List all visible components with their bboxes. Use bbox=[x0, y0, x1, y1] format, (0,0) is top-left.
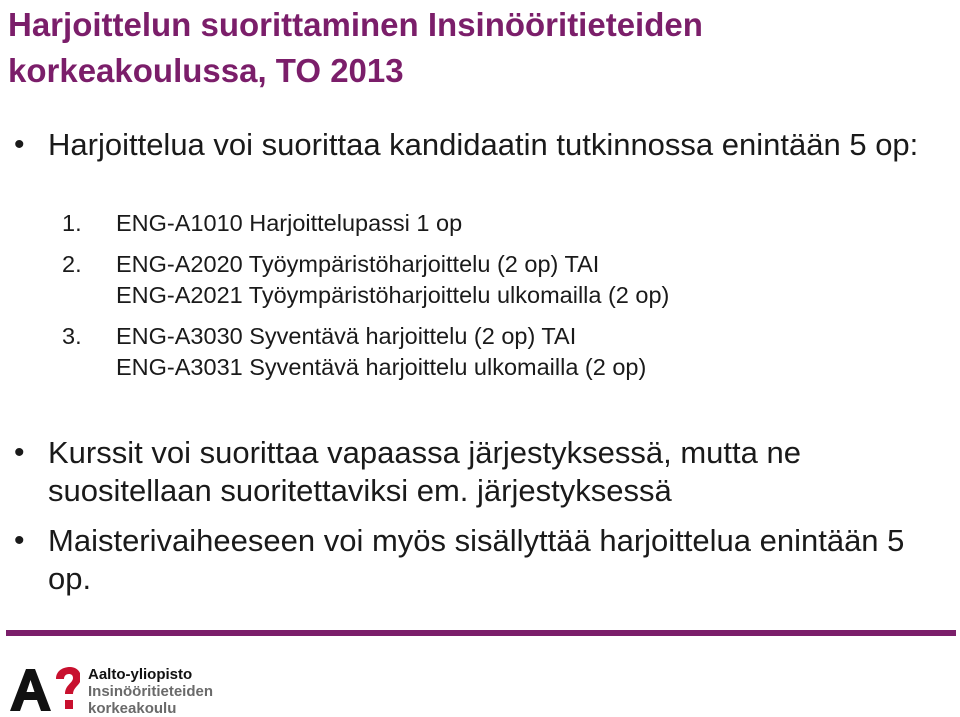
slide-title: Harjoittelun suorittaminen Insinööritieteiden korkeakoulussa, TO 2013 bbox=[8, 6, 703, 89]
item-line: ENG-A3031 Syventävä harjoittelu ulkomailla (2 op) bbox=[116, 354, 647, 380]
footer-divider bbox=[6, 630, 956, 636]
item-number: 3. bbox=[62, 323, 82, 349]
numbered-item bbox=[62, 321, 942, 383]
logo-line-school-2: korkeakoulu bbox=[88, 700, 177, 717]
bullet-marker: • bbox=[14, 128, 25, 161]
bullet-item bbox=[14, 126, 944, 164]
bullet-item bbox=[14, 434, 944, 510]
item-line: ENG-A3030 Syventävä harjoittelu (2 op) TAI bbox=[116, 323, 577, 349]
aalto-logo-icon bbox=[10, 667, 80, 713]
numbered-item bbox=[62, 249, 942, 311]
bullet-text: Kurssit voi suorittaa vapaassa järjestyksessä, mutta ne suositellaan suoritettaviksi em. järjestyksessä bbox=[48, 435, 801, 508]
item-number: 2. bbox=[62, 251, 82, 277]
bullet-item bbox=[14, 522, 944, 598]
numbered-item bbox=[62, 208, 942, 239]
item-line: ENG-A2020 Työympäristöharjoittelu (2 op) TAI bbox=[116, 251, 600, 277]
bullet-text: Harjoittelua voi suorittaa kandidaatin tutkinnossa enintään 5 op: bbox=[48, 127, 919, 162]
item-line: ENG-A2021 Työympäristöharjoittelu ulkomailla (2 op) bbox=[116, 282, 670, 308]
bullet-text: Maisterivaiheeseen voi myös sisällyttää harjoittelua enintään 5 op. bbox=[48, 523, 905, 596]
aalto-wordmark bbox=[88, 666, 213, 717]
logo-line-university: Aalto-yliopisto bbox=[88, 666, 193, 683]
numbered-list bbox=[62, 208, 942, 393]
bullet-marker: • bbox=[14, 436, 25, 469]
bullet-marker: • bbox=[14, 524, 25, 557]
item-line: ENG-A1010 Harjoittelupassi 1 op bbox=[116, 210, 463, 236]
item-number: 1. bbox=[62, 210, 82, 236]
logo-line-school: Insinööritieteiden bbox=[88, 683, 214, 700]
